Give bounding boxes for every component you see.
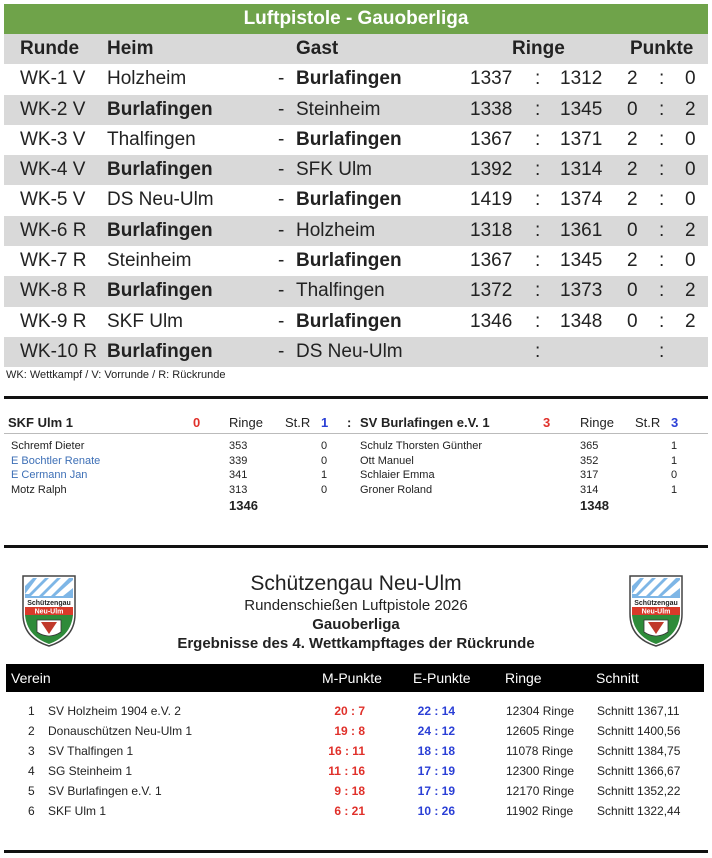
standings-header-bar bbox=[6, 664, 704, 692]
home-team: DS Neu-Ulm bbox=[107, 189, 214, 211]
e-points: 24 : 12 bbox=[417, 724, 455, 738]
club-name: SV Burlafingen e.V. 1 bbox=[48, 784, 162, 798]
e-points: 17 : 19 bbox=[417, 784, 455, 798]
home-team: Burlafingen bbox=[107, 159, 213, 181]
punkte-colon: : bbox=[659, 310, 665, 332]
home-punkte: 2 bbox=[627, 68, 638, 90]
away-shooter-name: Schlaier Emma bbox=[360, 469, 435, 481]
standings-row bbox=[6, 701, 704, 721]
away-shooter-name: Groner Roland bbox=[360, 483, 433, 496]
e-points: 18 : 18 bbox=[417, 744, 455, 758]
match-separator: : bbox=[347, 415, 352, 430]
average: Schnitt 1322,44 bbox=[597, 804, 681, 818]
home-team: Burlafingen bbox=[107, 219, 213, 241]
match-header bbox=[4, 410, 708, 434]
schedule-row bbox=[4, 95, 708, 125]
away-shooter-ringe: 365 bbox=[580, 440, 599, 452]
home-total: 1346 bbox=[229, 498, 258, 513]
total-ringe: 11078 Ringe bbox=[506, 744, 574, 758]
home-shooter-name: E Cermann Jan bbox=[11, 469, 88, 481]
ringe-colon: : bbox=[535, 159, 541, 181]
away-shooter-str: 1 bbox=[671, 454, 678, 467]
header-runde: Runde bbox=[20, 38, 80, 59]
guest-ringe: 1374 bbox=[560, 189, 603, 211]
dash: - bbox=[278, 98, 285, 120]
rank: 4 bbox=[28, 764, 35, 778]
logo-text-top: Schützengau bbox=[27, 600, 71, 607]
guest-team: Burlafingen bbox=[296, 189, 402, 211]
ringe-colon: : bbox=[535, 280, 541, 302]
away-total: 1348 bbox=[580, 498, 609, 513]
home-points: 0 bbox=[193, 415, 201, 430]
col-schnitt: Schnitt bbox=[596, 670, 639, 686]
away-shooter-str: 1 bbox=[671, 483, 678, 496]
match-totals bbox=[4, 498, 708, 514]
e-points: 10 : 26 bbox=[417, 804, 455, 818]
home-punkte: 0 bbox=[627, 98, 638, 120]
home-ringe: 1346 bbox=[470, 310, 513, 332]
e-points: 22 : 14 bbox=[417, 704, 455, 718]
schedule-row bbox=[4, 155, 708, 185]
guest-team: Steinheim bbox=[296, 98, 381, 120]
total-ringe: 11902 Ringe bbox=[506, 804, 574, 818]
round-label: WK-6 R bbox=[20, 219, 87, 241]
guest-team: Burlafingen bbox=[296, 310, 402, 332]
punkte-colon: : bbox=[659, 280, 665, 302]
total-ringe: 12304 Ringe bbox=[506, 704, 575, 718]
rank: 1 bbox=[28, 704, 35, 718]
results-heading: Ergebnisse des 4. Wettkampftages der Rückrunde bbox=[177, 635, 535, 652]
standings-row bbox=[6, 741, 704, 761]
round-label: WK-3 V bbox=[20, 128, 86, 150]
home-ringe: 1367 bbox=[470, 250, 513, 272]
home-shooter-name: E Bochtler Renate bbox=[11, 454, 101, 467]
col-verein: Verein bbox=[11, 670, 51, 686]
m-points: 6 : 21 bbox=[334, 804, 365, 818]
guest-ringe: 1348 bbox=[560, 310, 603, 332]
total-ringe: 12300 Ringe bbox=[506, 764, 575, 778]
home-team: Holzheim bbox=[107, 68, 187, 90]
schedule-row bbox=[4, 125, 708, 155]
home-shooter-ringe: 341 bbox=[229, 469, 248, 481]
home-punkte: 2 bbox=[627, 159, 638, 181]
round-label: WK-1 V bbox=[20, 68, 86, 90]
home-team: Burlafingen bbox=[107, 280, 213, 302]
away-shooter-name: Ott Manuel bbox=[360, 454, 414, 467]
dash: - bbox=[278, 189, 285, 211]
standings-row bbox=[6, 801, 704, 821]
guest-team: Thalfingen bbox=[296, 280, 385, 302]
away-shooter-ringe: 314 bbox=[580, 483, 599, 496]
m-points: 11 : 16 bbox=[328, 764, 365, 778]
dash: - bbox=[278, 68, 285, 90]
guest-ringe: 1373 bbox=[560, 280, 603, 302]
away-shooter-ringe: 352 bbox=[580, 454, 599, 467]
away-str-label: St.R bbox=[635, 415, 661, 430]
ringe-colon: : bbox=[535, 310, 541, 332]
average: Schnitt 1366,67 bbox=[597, 764, 681, 778]
rank: 5 bbox=[28, 784, 35, 798]
standings-row bbox=[6, 781, 704, 801]
away-points: 3 bbox=[543, 415, 551, 430]
league-title: Gauoberliga bbox=[312, 616, 400, 633]
header-punkte: Punkte bbox=[630, 38, 694, 59]
home-ringe: 1338 bbox=[470, 98, 513, 120]
home-punkte: 2 bbox=[627, 189, 638, 211]
guest-team: DS Neu-Ulm bbox=[296, 340, 403, 362]
average: Schnitt 1384,75 bbox=[597, 744, 681, 758]
home-shooter-name: Motz Ralph bbox=[11, 483, 67, 496]
club-name: Donauschützen Neu-Ulm 1 bbox=[48, 724, 193, 738]
header-heim: Heim bbox=[107, 38, 154, 59]
home-shooter-ringe: 339 bbox=[229, 454, 248, 467]
home-shooter-str: 0 bbox=[321, 440, 328, 452]
rank: 6 bbox=[28, 804, 35, 818]
e-points: 17 : 19 bbox=[417, 764, 455, 778]
dash: - bbox=[278, 340, 285, 362]
home-shooter-str: 0 bbox=[321, 483, 328, 496]
guest-punkte: 2 bbox=[685, 280, 696, 302]
home-punkte: 2 bbox=[627, 128, 638, 150]
schedule-row bbox=[4, 307, 708, 337]
average: Schnitt 1352,22 bbox=[597, 784, 681, 798]
round-label: WK-5 V bbox=[20, 189, 86, 211]
home-team: Burlafingen bbox=[107, 340, 213, 362]
shooter-row bbox=[4, 455, 708, 470]
header-gast: Gast bbox=[296, 38, 339, 59]
m-points: 16 : 11 bbox=[328, 744, 365, 758]
club-name: SG Steinheim 1 bbox=[48, 764, 133, 778]
average: Schnitt 1367,11 bbox=[597, 704, 680, 718]
m-points: 20 : 7 bbox=[334, 704, 365, 718]
match-detail bbox=[4, 410, 708, 514]
dash: - bbox=[278, 159, 285, 181]
club-name: SV Holzheim 1904 e.V. 2 bbox=[48, 704, 181, 718]
away-shooter-name: Schulz Thorsten Günther bbox=[360, 440, 483, 452]
round-label: WK-10 R bbox=[20, 340, 98, 362]
schedule-row bbox=[4, 337, 708, 367]
divider bbox=[4, 396, 708, 399]
guest-punkte: 0 bbox=[685, 128, 696, 150]
divider bbox=[4, 850, 708, 853]
guest-punkte: 2 bbox=[685, 219, 696, 241]
schedule-row bbox=[4, 276, 708, 306]
round-label: WK-8 R bbox=[20, 280, 87, 302]
guest-team: Burlafingen bbox=[296, 128, 402, 150]
home-ringe: 1392 bbox=[470, 159, 513, 181]
punkte-colon: : bbox=[659, 68, 665, 90]
ringe-colon: : bbox=[535, 219, 541, 241]
rank: 3 bbox=[28, 744, 35, 758]
ringe-colon: : bbox=[535, 68, 541, 90]
total-ringe: 12605 Ringe bbox=[506, 724, 575, 738]
home-shooter-ringe: 353 bbox=[229, 440, 248, 452]
home-ringe: 1372 bbox=[470, 280, 513, 302]
m-points: 9 : 18 bbox=[334, 784, 365, 798]
home-ringe: 1367 bbox=[470, 128, 513, 150]
guest-punkte: 2 bbox=[685, 98, 696, 120]
divider bbox=[4, 545, 708, 548]
home-ringe: 1318 bbox=[470, 219, 513, 241]
home-punkte: 2 bbox=[627, 250, 638, 272]
home-team: SKF Ulm bbox=[107, 310, 183, 332]
guest-team: Burlafingen bbox=[296, 250, 402, 272]
dash: - bbox=[278, 310, 285, 332]
dash: - bbox=[278, 250, 285, 272]
punkte-colon: : bbox=[659, 98, 665, 120]
ringe-colon: : bbox=[535, 250, 541, 272]
schedule-row bbox=[4, 64, 708, 94]
round-label: WK-7 R bbox=[20, 250, 87, 272]
home-str-label: St.R bbox=[285, 415, 311, 430]
dash: - bbox=[278, 128, 285, 150]
ringe-colon: : bbox=[535, 189, 541, 211]
guest-team: Burlafingen bbox=[296, 68, 402, 90]
schedule-table bbox=[4, 4, 708, 381]
schedule-row bbox=[4, 246, 708, 276]
guest-ringe: 1345 bbox=[560, 98, 603, 120]
guest-punkte: 0 bbox=[685, 159, 696, 181]
standings-row bbox=[6, 761, 704, 781]
punkte-colon: : bbox=[659, 128, 665, 150]
col-ringe: Ringe bbox=[505, 670, 542, 686]
guest-ringe: 1345 bbox=[560, 250, 603, 272]
col-m-punkte: M-Punkte bbox=[322, 670, 382, 686]
home-punkte: 0 bbox=[627, 219, 638, 241]
away-shooter-str: 1 bbox=[671, 440, 678, 452]
home-shooter-str: 1 bbox=[321, 469, 328, 481]
club-name: SKF Ulm 1 bbox=[48, 804, 107, 818]
ringe-colon: : bbox=[535, 340, 541, 362]
home-team-name: SKF Ulm 1 bbox=[8, 415, 74, 430]
logo-text-bottom: Neu-Ulm bbox=[641, 608, 671, 616]
guest-team: SFK Ulm bbox=[296, 159, 372, 181]
home-team: Thalfingen bbox=[107, 128, 196, 150]
logo-text-bottom: Neu-Ulm bbox=[34, 608, 64, 616]
home-shooter-ringe: 313 bbox=[229, 483, 248, 496]
schedule-row bbox=[4, 216, 708, 246]
home-ringe: 1337 bbox=[470, 68, 513, 90]
logo-text-top: Schützengau bbox=[634, 600, 678, 607]
dash: - bbox=[278, 219, 285, 241]
col-e-punkte: E-Punkte bbox=[413, 670, 471, 686]
standings-row bbox=[6, 721, 704, 741]
away-shooter-str: 0 bbox=[671, 469, 678, 481]
punkte-colon: : bbox=[659, 219, 665, 241]
schedule-header-row bbox=[4, 34, 708, 64]
away-shooter-ringe: 317 bbox=[580, 469, 599, 481]
punkte-colon: : bbox=[659, 340, 665, 362]
guest-ringe: 1312 bbox=[560, 68, 603, 90]
shooter-row bbox=[4, 469, 708, 484]
header-ringe: Ringe bbox=[512, 38, 565, 59]
round-label: WK-4 V bbox=[20, 159, 86, 181]
m-points: 19 : 8 bbox=[334, 724, 365, 738]
schedule-legend-note: WK: Wettkampf / V: Vorrunde / R: Rückrunde bbox=[6, 369, 226, 382]
dash: - bbox=[278, 280, 285, 302]
home-shooter-str: 0 bbox=[321, 454, 328, 467]
schedule-row bbox=[4, 185, 708, 215]
ringe-colon: : bbox=[535, 128, 541, 150]
punkte-colon: : bbox=[659, 189, 665, 211]
punkte-colon: : bbox=[659, 159, 665, 181]
round-label: WK-2 V bbox=[20, 98, 86, 120]
shooter-row bbox=[4, 440, 708, 455]
total-ringe: 12170 Ringe bbox=[506, 784, 575, 798]
guest-punkte: 0 bbox=[685, 68, 696, 90]
punkte-colon: : bbox=[659, 250, 665, 272]
home-punkte: 0 bbox=[627, 310, 638, 332]
home-str-value: 1 bbox=[321, 415, 329, 430]
guest-ringe: 1314 bbox=[560, 159, 603, 181]
guest-team: Holzheim bbox=[296, 219, 376, 241]
home-shooter-name: Schremf Dieter bbox=[11, 440, 85, 452]
away-ringe-label: Ringe bbox=[580, 415, 614, 430]
org-title: Schützengau Neu-Ulm bbox=[250, 572, 462, 595]
ringe-colon: : bbox=[535, 98, 541, 120]
rank: 2 bbox=[28, 724, 35, 738]
home-team: Steinheim bbox=[107, 250, 192, 272]
guest-punkte: 0 bbox=[685, 250, 696, 272]
competition-subtitle: Rundenschießen Luftpistole 2026 bbox=[244, 597, 468, 614]
home-ringe-label: Ringe bbox=[229, 415, 263, 430]
guest-ringe: 1371 bbox=[560, 128, 603, 150]
away-str-value: 3 bbox=[671, 415, 679, 430]
round-label: WK-9 R bbox=[20, 310, 87, 332]
home-punkte: 0 bbox=[627, 280, 638, 302]
standings-section bbox=[0, 560, 712, 850]
home-team: Burlafingen bbox=[107, 98, 213, 120]
home-ringe: 1419 bbox=[470, 189, 513, 211]
schedule-rows bbox=[4, 64, 708, 367]
shooter-rows bbox=[4, 440, 708, 498]
average: Schnitt 1400,56 bbox=[597, 724, 681, 738]
club-name: SV Thalfingen 1 bbox=[48, 744, 134, 758]
guest-punkte: 0 bbox=[685, 189, 696, 211]
shooter-row bbox=[4, 484, 708, 499]
schedule-title: Luftpistole - Gauoberliga bbox=[4, 4, 708, 34]
guest-punkte: 2 bbox=[685, 310, 696, 332]
guest-ringe: 1361 bbox=[560, 219, 603, 241]
away-team-name: SV Burlafingen e.V. 1 bbox=[360, 415, 490, 430]
